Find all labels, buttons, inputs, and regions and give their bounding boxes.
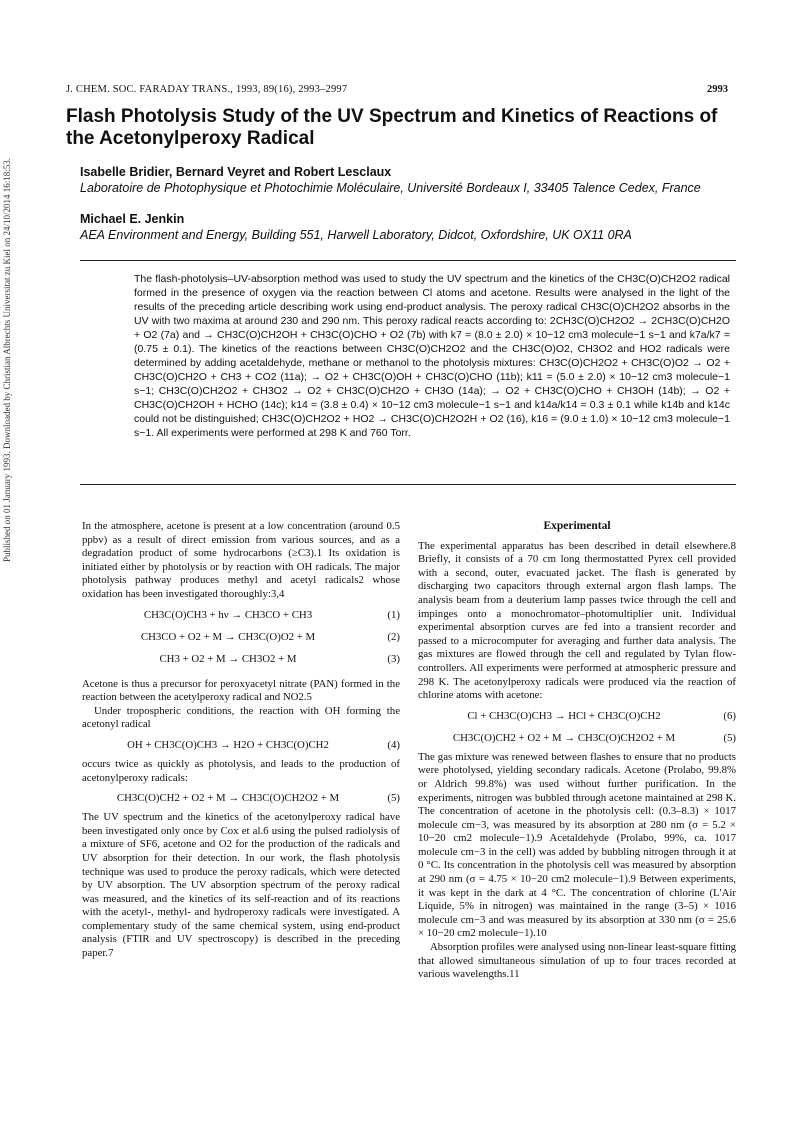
right-column	[418, 520, 736, 982]
article-title: Flash Photolysis Study of the UV Spectrum and Kinetics of Reactions of the Acetonylperoxy Radical	[66, 106, 718, 149]
divider-top	[80, 260, 736, 261]
paragraph: occurs twice as quickly as photolysis, and leads to the production of acetonylperoxy radicals:	[82, 757, 400, 784]
author-affiliation: AEA Environment and Energy, Building 551, Harwell Laboratory, Didcot, Oxfordshire, UK OX11 0RA	[80, 228, 632, 242]
equation-1: CH3C(O)CH3 + hν → CH3CO + CH3 (1)	[143, 608, 400, 621]
paragraph: In the atmosphere, acetone is present at a low concentration (around 0.5 ppbv) as a result of direct emission from various sources, and as a degradation product of some hydrocarbons (≥C3).1 Its oxidation is initiated either by photolysis or by reaction with OH radicals. The major photolysis pathway produces methyl and acetyl radicals2 whose oxidation has been investigated thoroughly:3,4	[82, 520, 400, 600]
running-head	[66, 84, 728, 95]
section-heading: Experimental	[543, 520, 611, 532]
equation-6: Cl + CH3C(O)CH3 → HCl + CH3C(O)CH2 (6)	[467, 709, 736, 722]
download-notice: Published on 01 January 1993. Downloaded by Christian Albrechts Universitat zu Kiel on 24/10/2014 16:18:53.	[2, 158, 12, 562]
author-affiliation: Laboratoire de Photophysique et Photochimie Moléculaire, Université Bordeaux I, 33405 Talence Cedex, France	[80, 181, 701, 195]
paragraph: The UV spectrum and the kinetics of the acetonylperoxy radical have been investigated only once by Cox et al.6 using the pulsed radiolysis of a mixture of SF6, acetone and O2 for the production of the radicals and UV absorption for their detection. In our work, the flash photolysis technique was used to produce the peroxy radicals, which were detected by UV absorption. The UV absorption spectrum of the peroxy radical was measured, and the kinetics of its self-reaction and of its reactions with the acetyl-, methyl- and hydroperoxy radicals were investigated. A complementary study of the same chemical system, using end-product analysis (FTIR and UV spectroscopy) is described in the preceding paper.7	[82, 811, 400, 960]
paragraph: The gas mixture was renewed between flashes to ensure that no products were photolysed, yielding secondary radicals. Acetone (Prolabo, 99.8% or Aldrich 99.8%) was used without further purification. In the experiments, nitrogen was bubbled through acetone maintained at 298 K. The concentration of acetone in the photolysis cell: (0.3–8.3) × 1017 molecule cm−3, was measured by its absorption at 280 nm (σ = 5.2 × 10−20 cm2 molecule−1).9 Acetaldehyde (Prolabo, 99%, ca. 1017 molecule cm−3 in the cell) was added by bubbling nitrogen through it at 0 °C. Its concentration in the photolysis cell was measured by absorption at 290 nm (σ = 4.75 × 10−20 cm2 molecule−1).9 Between experiments, it was kept in the dark at 4 °C. The concentration of chlorine (L'Air Liquide, 5% in nitrogen) was maintained in the range (3–5) × 1016 molecule cm−3 and was measured by its absorption at 330 nm (σ = 25.6 × 10−20 cm2 molecule−1).10	[418, 750, 736, 940]
author-block-2	[80, 211, 740, 243]
paragraph: Acetone is thus a precursor for peroxyacetyl nitrate (PAN) formed in the reaction between the acetylperoxy radical and NO2.5	[82, 677, 400, 704]
abstract: The flash-photolysis–UV-absorption method was used to study the UV spectrum and the kinetics of the CH3C(O)CH2O2 radical formed in the presence of oxygen via the reaction between Cl atoms and acetone. Results were analysed in the light of the results of the preceding article describing work using end-product analysis. The peroxy radical CH3C(O)CH2O2 absorbs in the UV with two maxima at around 230 and 290 nm. This peroxy radical reacts according to: 2CH3C(O)CH2O2 → 2CH3C(O)CH2O + O2 (7a) and → CH3C(O)CH2OH + CH3C(O)CHO + O2 (7b) with k7 = (8.0 ± 2.0) × 10−12 cm3 molecule−1 s−1 and k7a/k7 = (0.75 ± 0.1). The kinetics of the reactions between CH3C(O)CH2O2 and the CH3C(O)O2, CH3O2 and HO2 radicals were determined by adding acetaldehyde, methane or methanol to the photolysis mixtures: CH3C(O)CH2O2 + CH3C(O)O2 → O2 + CH3C(O)CH2O + CH3 + CO2 (11a); → O2 + CH3C(O)OH + CH3C(O)CHO (11b); k11 = (5.0 ± 2.0) × 10−12 cm3 molecule−1 s−1; CH3C(O)CH2O2 + CH3O2 → O2 + CH3C(O)CH2O + CH3O (14a); → O2 + CH3C(O)CHO + CH3OH (14b); → O2 + CH3C(O)CH2OH + HCHO (14c); k14 = (3.8 ± 0.4) × 10−12 cm3 molecule−1 s−1 and k14a/k14 = 0.3 ± 0.1 while k14b and k14c could not be distinguished; CH3C(O)CH2O2 + HO2 → CH3C(O)CH2O2H + O2 (16), k16 = (9.0 ± 1.0) × 10−12 cm3 molecule−1 s−1. All experiments were performed at 298 K and 760 Torr.	[134, 273, 730, 439]
author-block-1	[80, 164, 740, 196]
equation-3: CH3 + O2 + M → CH3O2 + M (3)	[159, 652, 400, 665]
divider-bottom	[80, 484, 736, 485]
page-number: 2993	[707, 84, 728, 95]
equation-2: CH3CO + O2 + M → CH3C(O)O2 + M (2)	[140, 630, 400, 643]
equation-5-repeat: CH3C(O)CH2 + O2 + M → CH3C(O)CH2O2 + M (5)	[452, 731, 736, 744]
paragraph: The experimental apparatus has been described in detail elsewhere.8 Briefly, it consists of a 70 cm long thermostatted Pyrex cell provided with a second, outer, evacuated jacket. The flash is generated by discharging two capacitors through external argon flash lamps. The analysis beam from a deuterium lamp passes twice through the cell and impinges onto a monochromator–photomultiplier unit. Individual experimental absorption curves are fed into a transient recorder and passed to a microcomputer for averaging and further data analysis. The gas mixtures are flowed through the cell and regulated by Tylan flow-controllers. All experiments were performed at atmospheric pressure and 298 K. The acetonylperoxy radicals were produced via the reaction of chlorine atoms with acetone:	[418, 539, 736, 702]
equation-4: OH + CH3C(O)CH3 → H2O + CH3C(O)CH2 (4)	[127, 738, 400, 751]
paragraph: Absorption profiles were analysed using non-linear least-square fitting that allowed simultaneous simulation of up to four traces recorded at various wavelengths.11	[418, 941, 736, 981]
left-column	[82, 520, 400, 961]
paragraph: Under tropospheric conditions, the reaction with OH forming the acetonyl radical	[82, 704, 400, 731]
author-names: Michael E. Jenkin	[80, 212, 185, 226]
author-names: Isabelle Bridier, Bernard Veyret and Robert Lesclaux	[80, 165, 392, 179]
journal-citation: J. CHEM. SOC. FARADAY TRANS., 1993, 89(16), 2993–2997	[66, 84, 348, 95]
equation-5: CH3C(O)CH2 + O2 + M → CH3C(O)CH2O2 + M (5)	[116, 792, 400, 805]
